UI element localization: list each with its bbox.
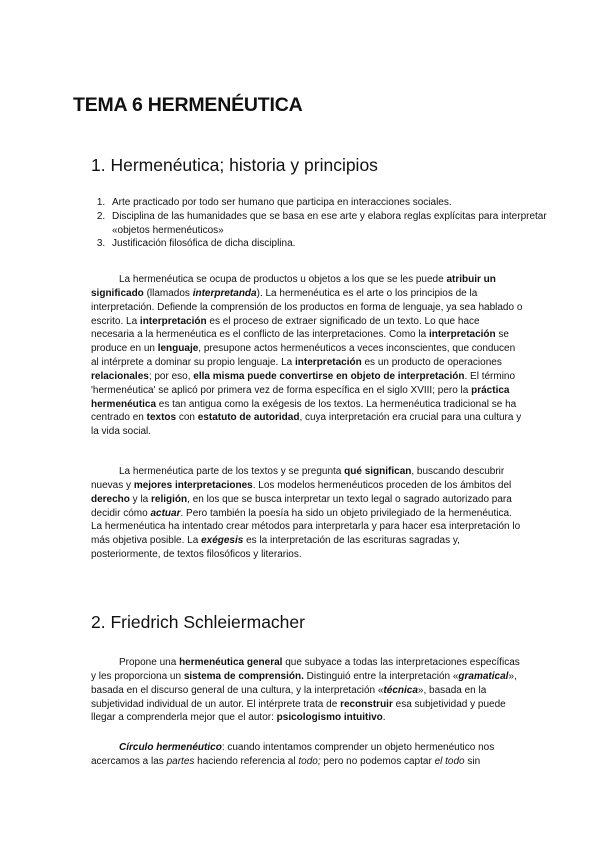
section-1-heading: 1. Hermenéutica; historia y principios <box>91 155 378 175</box>
definition-list <box>91 196 548 251</box>
paragraph-circulo-hermeneutico: Círculo hermenéutico: cuando intentamos comprender un objeto hermenéutico nos acercamos a las partes haciendo referencia al todo; pero no podemos captar el todo sin <box>91 742 495 767</box>
document-title: TEMA 6 HERMENÉUTICA <box>73 94 303 116</box>
section-2-heading: 2. Friedrich Schleiermacher <box>91 612 305 632</box>
list-item: 1. Arte practicado por todo ser humano que participa en interacciones sociales. <box>108 196 548 210</box>
paragraph-hermeneutica-definicion: La hermenéutica se ocupa de productos u objetos a los que se les puede atribuir un significado (llamados interpretanda). La hermenéutica es el arte o los principios de la interpretación. Defiende la comprensión de los productos en forma de lenguaje, ya sea hablado o escrito. La interpretación es el proceso de extraer significado de un texto. Lo que hace necesaria a la hermenéutica es el conflicto de las interpretaciones. Como la interpretación se produce en un lenguaje, presupone actos hermenéuticos a veces inconscientes, que conducen al intérprete a dominar su propio lenguaje. La interpretación es un producto de operaciones relacionales; por eso, ella misma puede convertirse en objeto de interpretación. El término 'hermenéutica' se aplicó por primera vez de forma específica en el siglo XVIII; pero la práctica hermenéutica es tan antigua como la exégesis de los textos. La hermenéutica tradicional se ha centrado en textos con estatuto de autoridad, cuya interpretación era crucial para una cultura y la vida social. <box>91 274 523 438</box>
paragraph-hermeneutica-textos: La hermenéutica parte de los textos y se pregunta qué significan, buscando descubrir nuevas y mejores interpretaciones. Los modelos hermenéuticos proceden de los ámbitos del derecho y la religión, en los que se busca interpretar un texto legal o sagrado autorizado para decidir cómo actuar. Pero también la poesía ha sido un objeto privilegiado de la hermenéutica. La hermenéutica ha intentado crear métodos para interpretarla y para hacer esa interpretación lo más objetiva posible. La exégesis es la interpretación de las escrituras sagradas y, posteriormente, de textos filosóficos y literarios. <box>91 466 521 561</box>
list-item: 2. Disciplina de las humanidades que se basa en ese arte y elabora reglas explícitas para interpretar «objetos hermenéuticos» <box>108 210 548 238</box>
paragraph-schleiermacher: Propone una hermenéutica general que subyace a todas las interpretaciones específicas y les proporciona un sistema de comprensión. Distinguió entre la interpretación «gramatical», basada en el discurso general de una cultura, y la interpretación «técnica», basada en la subjetividad individual de un autor. El intérprete trata de reconstruir esa subjetividad y puede llegar a comprenderla mejor que el autor: psicologismo intuitivo. <box>91 657 520 724</box>
list-item: 3. Justificación filosófica de dicha disciplina. <box>108 237 548 251</box>
